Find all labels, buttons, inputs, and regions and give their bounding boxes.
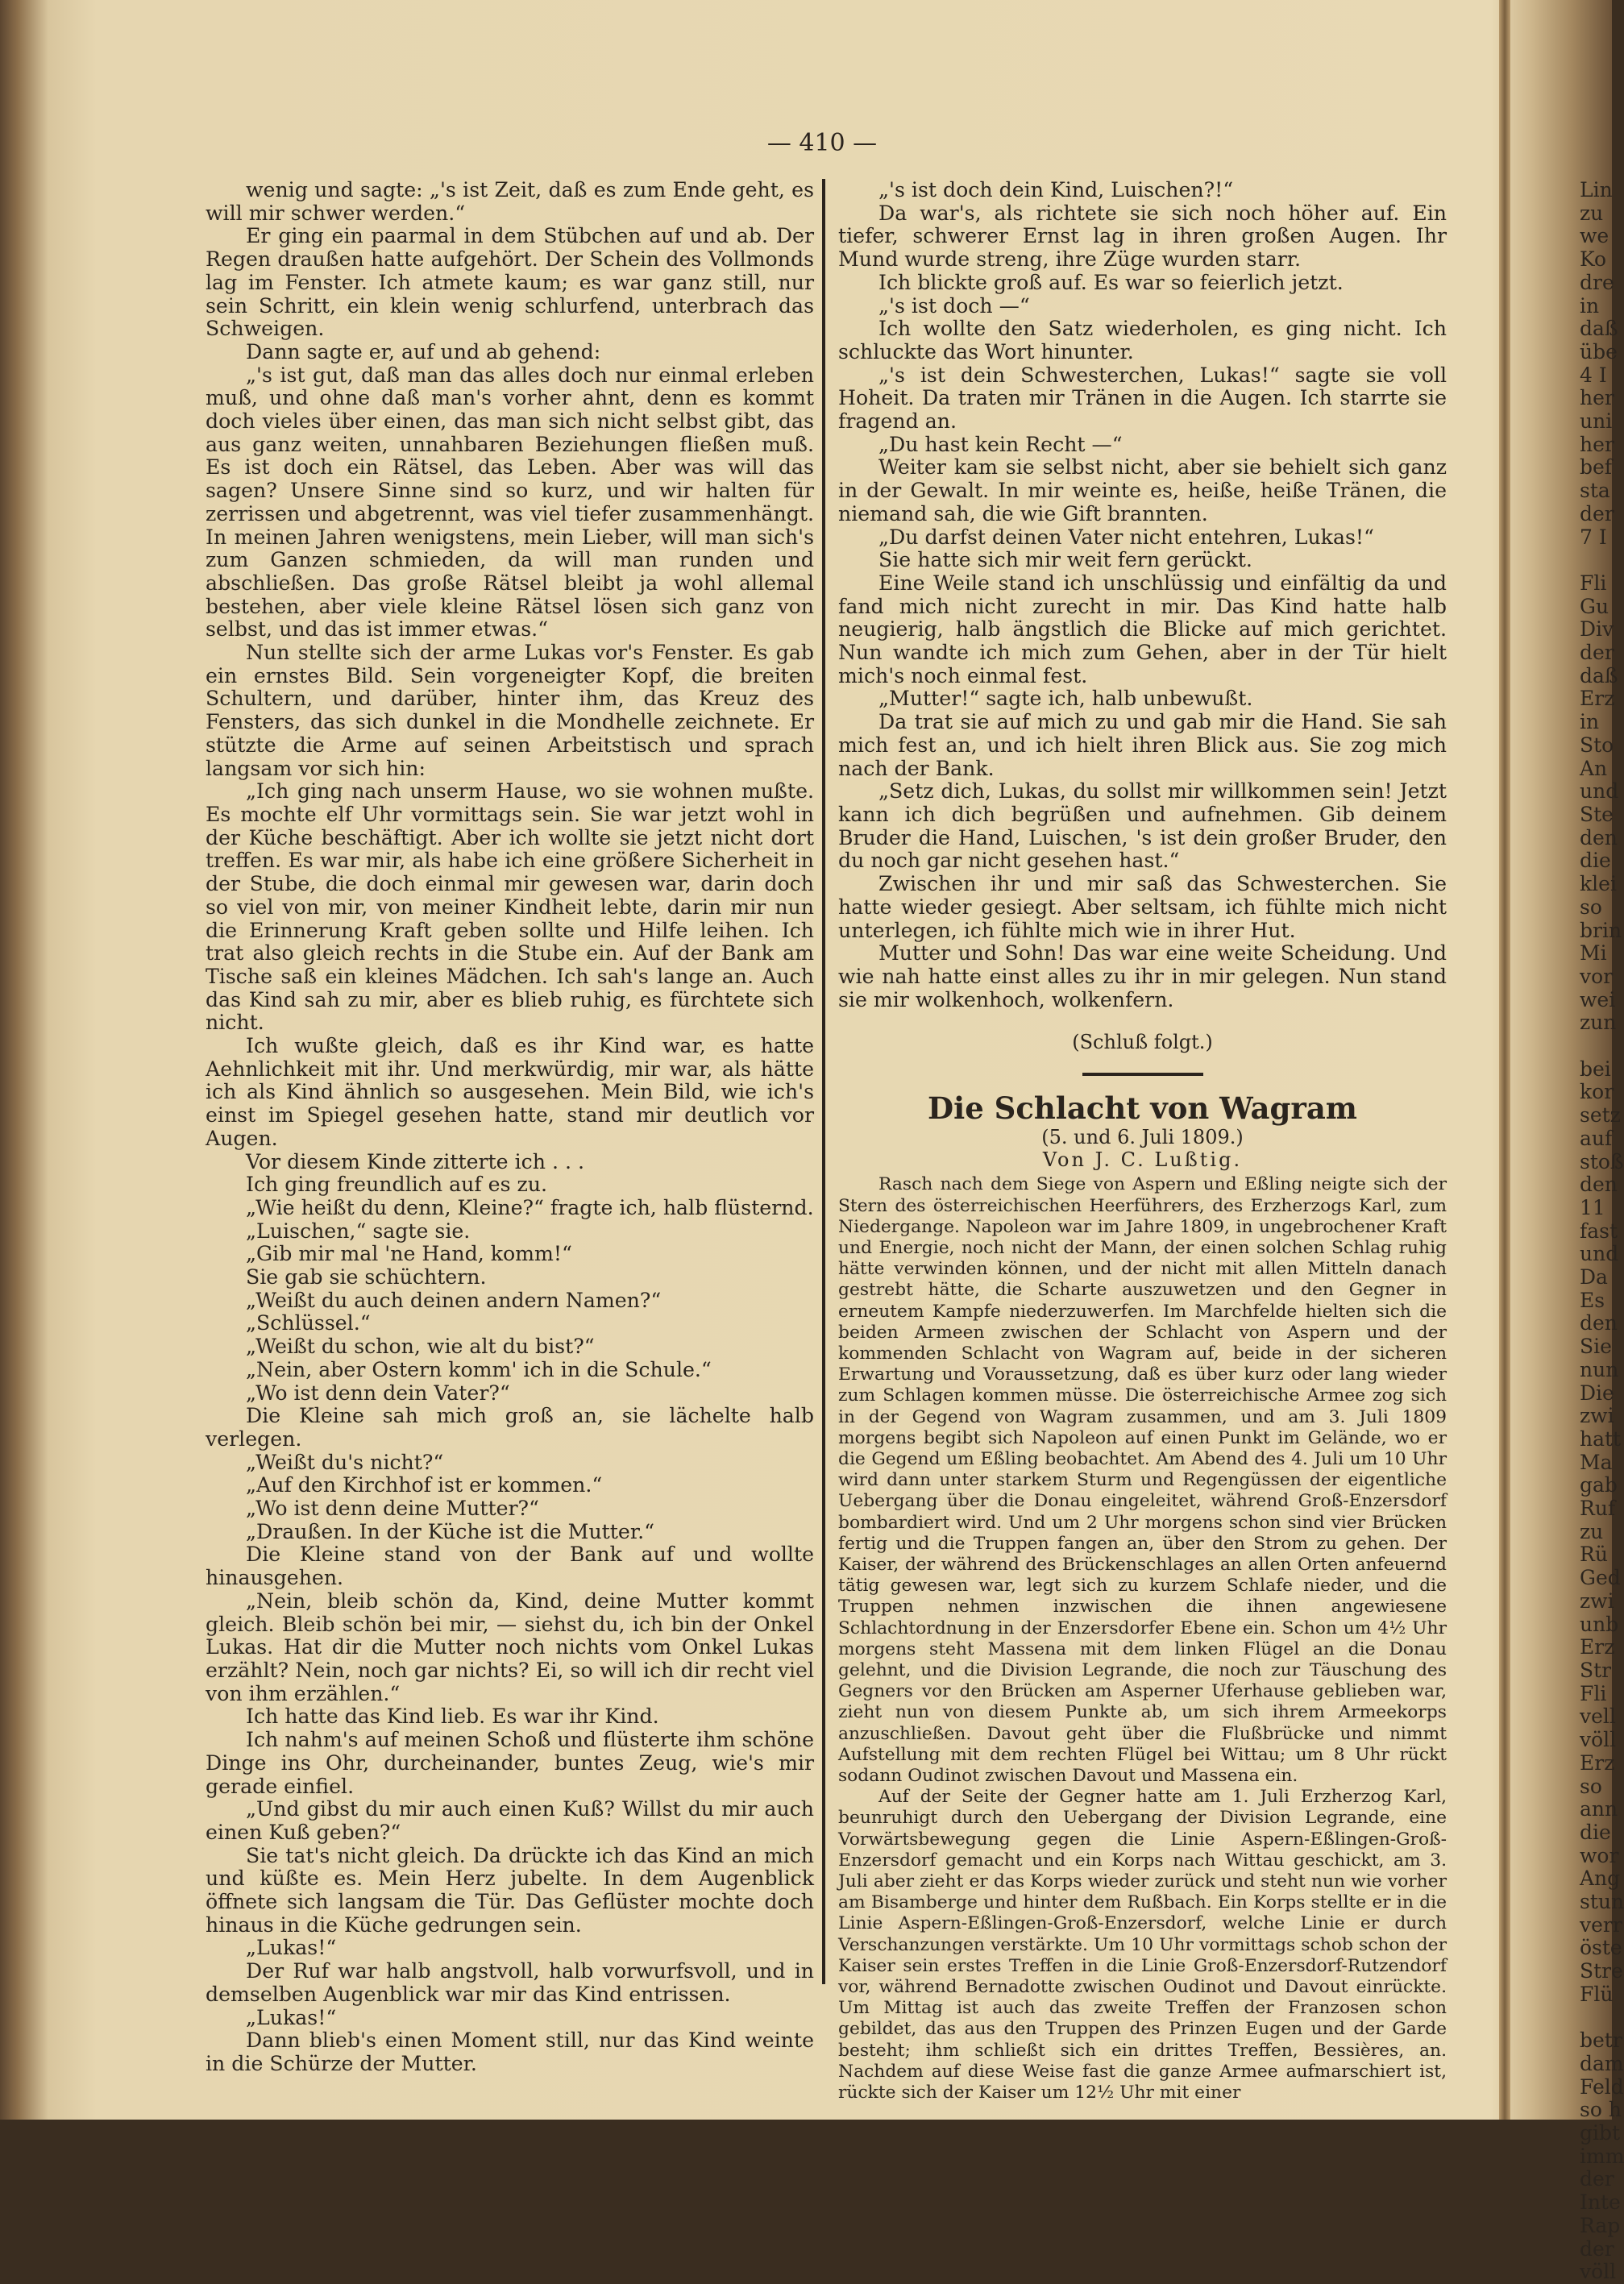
edge-fragment: völl (1580, 1728, 1617, 1752)
paragraph: Mutter und Sohn! Das war eine weite Scheidung. Und wie nah hatte einst alles zu ihr in mir gelegen. Nun stand sie mir wolkenhoch, wolkenfern. (838, 941, 1447, 1011)
edge-fragment: ann (1580, 1797, 1618, 1821)
edge-fragment: zwi (1580, 1588, 1614, 1613)
edge-fragment: zu (1580, 201, 1604, 225)
paragraph: Ich blickte groß auf. Es war so feierlich jetzt. (878, 270, 1344, 294)
paragraph: Die Kleine stand von der Bank auf und wollte hinausgehen. (206, 1543, 814, 1590)
edge-fragment: so h (1580, 2098, 1622, 2122)
paragraph: „Mutter!“ sagte ich, halb unbewußt. (878, 687, 1253, 711)
article-title: Die Schlacht von Wagram (928, 1090, 1357, 1127)
edge-fragment: verr (1580, 1912, 1622, 1937)
paragraph: Sie tat's nicht gleich. Da drückte ich das Kind an mich und küßte es. Mein Herz jubelte. In dem Augenblick öffnete sich langsam die Tür. Das Geflüster mochte doch hinaus in die Küche gedrungen sein. (206, 1843, 814, 1937)
article-date: (5. und 6. Juli 1809.) (1041, 1126, 1244, 1149)
paragraph: „Setz dich, Lukas, du sollst mir willkommen sein! Jetzt kann ich dich begrüßen und aufnehmen. Gib deinem Bruder die Hand, Luischen, 's ist dein großer Bruder, den du noch gar nicht gesehen hast.“ (838, 779, 1447, 873)
paragraph: Ich ging freundlich auf es zu. (246, 1173, 547, 1197)
paragraph: Zwischen ihr und mir saß das Schwesterchen. Sie hatte wieder gesiegt. Aber seltsam, ich fühlte mich nicht unterlegen, ich fühlte mich wie in ihrer Hut. (838, 872, 1447, 942)
paragraph: „'s ist gut, daß man das alles doch nur einmal erleben muß, und ohne daß man's vorher ahnt, denn es kommt doch vieles über einen, das man sich nicht selbst gibt, das aus ganz weiten, unnahbaren Beziehungen fließen muß. Es ist doch ein Rätsel, das Leben. Aber was will das sagen? Unsere Sinne sind so kurz, und wir halten für zerrissen und abgetrennt, was viel tiefer zusammenhängt. In meinen Jahren wenigstens, mein Lieber, will man sich's zum Ganzen schmieden, da will man runden und abschließen. Das große Rätsel bleibt ja wohl allemal bestehen, aber viele kleine Rätsel lösen sich ganz von selbst, und das ist immer etwas.“ (206, 363, 814, 642)
edge-fragment: betr (1580, 2029, 1622, 2053)
edge-fragment: Flü (1580, 1982, 1614, 2006)
paragraph: Sie hatte sich mir weit fern gerückt. (878, 548, 1252, 572)
edge-fragment: den (1580, 1173, 1618, 1197)
edge-fragment: so (1580, 895, 1602, 919)
book-gutter (1499, 0, 1510, 2120)
edge-fragment: in (1580, 710, 1600, 734)
edge-fragment: setz (1580, 1103, 1621, 1127)
edge-fragment: in (1580, 293, 1600, 318)
paragraph: „'s ist dein Schwesterchen, Lukas!“ sagte sie voll Hoheit. Da traten mir Tränen in die Augen. Ich starrte sie fragend an. (838, 363, 1447, 434)
edge-fragment: unb (1580, 1612, 1619, 1636)
edge-fragment: vor (1580, 964, 1614, 988)
paragraph: Nun stellte sich der arme Lukas vor's Fenster. Es gab ein ernstes Bild. Sein vorgeneigter Kopf, die breiten Schultern, und darüber, hinter ihm, das Kreuz des Fensters, das sich dunkel in die Mondhelle zeichnete. Er stützte die Arme auf seinen Arbeitstisch und sprach langsam vor sich hin: (206, 641, 814, 780)
edge-fragment: dre (1580, 270, 1614, 294)
edge-fragment: Da (1580, 1265, 1608, 1289)
edge-fragment: kor (1580, 1080, 1614, 1104)
paragraph: Ich hatte das Kind lieb. Es war ihr Kind. (246, 1705, 659, 1729)
paragraph: „Wo ist denn deine Mutter?“ (246, 1497, 539, 1521)
edge-fragment: der (1580, 641, 1614, 665)
edge-fragment: bei (1580, 1057, 1611, 1081)
edge-fragment: öste (1580, 1936, 1622, 1960)
edge-fragment: nun (1580, 1357, 1619, 1381)
paragraph: „'s ist doch dein Kind, Luischen?!“ (878, 178, 1234, 201)
paragraph: Dann sagte er, auf und ab gehend: (246, 339, 601, 363)
edge-fragment: die (1580, 1820, 1611, 1844)
edge-fragment: und (1580, 779, 1619, 804)
edge-fragment: wei (1580, 987, 1616, 1011)
edge-fragment: Erz (1580, 687, 1615, 711)
edge-fragment: 11 (1580, 1195, 1605, 1219)
edge-fragment: Str (1580, 1659, 1612, 1682)
edge-fragment: Erz (1580, 1635, 1615, 1659)
paragraph: Eine Weile stand ich unschlüssig und einfältig da und fand mich nicht zurecht in mir. Das Kind hatte halb neugierig, halb ängstlich die Blicke auf mich gerichtet. Nun wandte ich mich zum Gehen, aber in der Tür hielt mich's noch einmal fest. (838, 571, 1447, 687)
edge-fragment: Rap (1580, 2213, 1621, 2237)
edge-fragment: daß (1580, 663, 1618, 687)
paragraph: „'s ist doch —“ (878, 293, 1030, 318)
paragraph: „Du hast kein Recht —“ (878, 432, 1123, 456)
edge-fragment: so (1580, 1774, 1602, 1798)
edge-fragment: Feld (1580, 2074, 1624, 2099)
edge-fragment: der (1580, 501, 1614, 525)
paragraph: „Nein, bleib schön da, Kind, deine Mutter kommt gleich. Bleib schön bei mir, — siehst du, ich bin der Onkel Lukas. Hat dir die Mutter noch nichts vom Onkel Lukas erzählt? Nein, noch gar nichts? Ei, so will ich dir recht viel von ihm erzählen.“ (206, 1588, 814, 1705)
edge-fragment: Fli (1580, 1681, 1607, 1705)
column-divider (822, 179, 825, 1984)
edge-fragment: den (1580, 1311, 1618, 1335)
edge-fragment: stun (1580, 1890, 1624, 1914)
paragraph: „Luischen,“ sagte sie. (246, 1219, 471, 1243)
edge-fragment: imm (1580, 2144, 1624, 2168)
edge-fragment: Ko (1580, 247, 1607, 272)
edge-fragment: Sie (1580, 1335, 1612, 1359)
edge-fragment: her (1580, 386, 1614, 410)
edge-fragment: übe (1580, 339, 1618, 363)
paragraph: „Lukas!“ (246, 1936, 337, 1960)
edge-fragment: gibt (1580, 2121, 1621, 2145)
edge-fragment: völl (1580, 2260, 1617, 2284)
edge-fragment: der (1580, 2236, 1614, 2261)
edge-fragment: Div (1580, 617, 1614, 642)
edge-fragment (1580, 549, 1612, 572)
continued-note: (Schluß folgt.) (1072, 1031, 1213, 1054)
edge-fragment: bef (1580, 455, 1613, 480)
left-column (206, 178, 814, 2075)
edge-fragment: wor (1580, 1843, 1619, 1867)
edge-fragment: Ste (1580, 802, 1614, 826)
edge-fragment: Mi (1580, 941, 1607, 966)
edge-fragment: stoß (1580, 1149, 1624, 1173)
edge-fragment: her (1580, 432, 1614, 456)
edge-fragment: dam (1580, 2051, 1624, 2075)
paragraph: „Und gibst du mir auch einen Kuß? Willst du mir auch einen Kuß geben?“ (206, 1797, 814, 1844)
edge-fragment: 4 I (1580, 363, 1607, 387)
paragraph: „Weißt du schon, wie alt du bist?“ (246, 1335, 595, 1359)
paragraph: „Du darfst deinen Vater nicht entehren, Lukas!“ (878, 525, 1374, 549)
paragraph: „Nein, aber Ostern komm' ich in die Schule.“ (246, 1357, 712, 1381)
article-separator-rule (1082, 1073, 1203, 1076)
edge-fragment: Rü (1580, 1543, 1608, 1567)
paragraph: wenig und sagte: „'s ist Zeit, daß es zum Ende geht, es will mir schwer werden.“ (206, 178, 814, 225)
article-paragraph: Auf der Seite der Gegner hatte am 1. Juli Erzherzog Karl, beunruhigt durch den Uebergang der Division Legrande, eine Vorwärtsbewegung gegen die Linie Aspern-Eßlingen-Groß-Enzersdorf gemacht und ein Korps nach Wittau geschickt, am 3. Juli aber zieht er das Korps wieder zurück und steht nun wie vorher am Bisamberge und hinter dem Rußbach. Ein Korps stellte er in die Linie Aspern-Eßlingen-Groß-Enzersdorf, welche Linie er durch Verschanzungen verstärkte. Um 10 Uhr vormittags schob schon der Kaiser sein erstes Treffen in die Linie Groß-Enzersdorf-Rutzendorf vor, während Bernadotte zwischen Oudinot und Davout einrückte. Um Mittag ist auch das zweite Treffen der Franzosen schon gebildet, das aus den Truppen des Prinzen Eugen und der Garde besteht; ihm schließt sich ein drittes Treffen, Bessières, an. Nachdem auf diese Weise fast die ganze Armee aufmarschiert ist, rückte sich der Kaiser um 12½ Uhr mit einer (838, 1787, 1447, 2103)
edge-fragment: Ged (1580, 1566, 1621, 1590)
edge-fragment: Es (1580, 1288, 1605, 1312)
edge-fragment: we (1580, 224, 1609, 248)
paragraph: „Auf den Kirchhof ist er kommen.“ (246, 1473, 603, 1497)
edge-fragment: klei (1580, 872, 1617, 896)
article-paragraph: Rasch nach dem Siege von Aspern und Eßling neigte sich der Stern des österreichischen Heerführers, des Erzherzogs Karl, zum Niedergange. Napoleon war im Jahre 1809, in ungebrochener Kraft und Energie, noch nicht der Mann, der einen solchen Schlag ruhig hätte verwinden können, und der nicht mit allen Mitteln danach gestrebt hätte, die Scharte auszuwetzen und den Gegner in erneutem Kampfe niederzuwerfen. Im Marchfelde hielten sich die beiden Armeen zwischen der Schlacht von Aspern und der kommenden Schlacht von Wagram auf, beide in der sicheren Erwartung und Voraussetzung, daß es über kurz oder lang wieder zum Schlagen kommen müsse. Die österreichische Armee zog sich in der Gegend von Wagram zusammen, und am 3. Juli 1809 morgens begibt sich Napoleon auf einen Punkt im Gelände, wo er die Gegend um Eßling beobachtet. Am Abend des 4. Juli um 10 Uhr wird dann unter starkem Sturm und Regengüssen der eigentliche Uebergang über die Donau eingeleitet, während Groß-Enzersdorf bombardiert wird. Und um 2 Uhr morgens schon sind vier Brücken fertig und die Truppen fangen an, über den Strom zu gehen. Der Kaiser, der während des Brückenschlages an allen Orten anfeuernd tätig gewesen war, legt sich zu kurzem Schlafe nieder, und die Truppen nehmen inzwischen die ihnen angewiesene Schlachtordnung in der Enzersdorfer Ebene ein. Schon um 4½ Uhr morgens steht Massena mit dem linken Flügel an die Donau gelehnt, und die Division Legrande, die noch zur Täuschung des Gegners vor den Brücken am Asperner Uferhause geblieben war, zieht nun von diesem Punkte ab, um sich ihrem Armeekorps anzuschließen. Davout geht über die Flußbrücke und nimmt Aufstellung mit dem rechten Flügel bei Wittau; um 8 Uhr rückt sodann Oudinot zwischen Davout und Massena ein. (838, 1174, 1447, 1786)
paragraph: „Wo ist denn dein Vater?“ (246, 1381, 510, 1405)
edge-fragment: sta (1580, 479, 1610, 503)
adjacent-page-edge (1580, 178, 1624, 2284)
paragraph: Ich wollte den Satz wiederholen, es ging nicht. Ich schluckte das Wort hinunter. (838, 317, 1447, 363)
edge-fragment: die (1580, 849, 1611, 873)
edge-fragment (1580, 1035, 1612, 1058)
article-author: Von J. C. Lußtig. (1042, 1148, 1243, 1172)
paragraph: Der Ruf war halb angstvoll, halb vorwurfsvoll, und in demselben Augenblick war mir das Kind entrissen. (206, 1959, 814, 2006)
paragraph: Ich wußte gleich, daß es ihr Kind war, es hatte Aehnlichkeit mit ihr. Und merkwürdig, mir war, als hätte ich als Kind ähnlich so ausgesehen. Mein Bild, wie ich's einst im Spiegel gesehen hatte, stand mir deutlich vor Augen. (206, 1034, 814, 1150)
paragraph: „Schlüssel.“ (246, 1311, 371, 1335)
right-column (838, 178, 1447, 2103)
edge-fragment: Inte (1580, 2191, 1621, 2215)
edge-fragment: Ma (1580, 1450, 1613, 1474)
edge-fragment: zwi (1580, 1404, 1614, 1428)
edge-fragment: Die (1580, 1381, 1614, 1405)
paragraph: Er ging ein paarmal in dem Stübchen auf und ab. Der Regen draußen hatte aufgehört. Der Schein des Vollmonds lag im Fenster. Ich atmete kaum; es war ganz still, nur sein Schritt, ein klein wenig schlurfend, unterbrach das Schweigen. (206, 224, 814, 341)
edge-fragment: Ang (1580, 1867, 1621, 1891)
edge-fragment: Ruf (1580, 1497, 1616, 1521)
article-body (838, 1174, 1447, 2103)
edge-fragment: auf (1580, 1126, 1613, 1150)
edge-fragment: der (1580, 2167, 1614, 2191)
paragraph: Die Kleine sah mich groß an, sie lächelte halb verlegen. (206, 1404, 814, 1451)
paragraph: Da trat sie auf mich zu und gab mir die Hand. Sie sah mich fest an, und ich hielt ihren Blick aus. Sie zog mich nach der Bank. (838, 710, 1447, 780)
paragraph: Dann blieb's einen Moment still, nur das Kind weinte in die Schürze der Mutter. (206, 2029, 814, 2075)
paragraph: „Ich ging nach unserm Hause, wo sie wohnen mußte. Es mochte elf Uhr vormittags sein. Sie war jetzt wohl in der Küche beschäftigt. Aber ich wollte sie jetzt nicht dort treffen. Es war mir, als habe ich eine größere Sicherheit in der Stube, die doch einmal mir gewesen war, darin doch so viel von mir, von meiner Kindheit lebte, darin mir nun die Erinnerung Kraft geben sollte und Hilfe leihen. Ich trat also gleich rechts in die Stube ein. Auf der Bank am Tische saß ein kleines Mädchen. Ich sah's lange an. Auch das Kind sah zu mir, aber es blieb ruhig, es fürchtete sich nicht. (206, 779, 814, 1035)
edge-fragment: An (1580, 756, 1608, 780)
story-continuation (838, 179, 1447, 1011)
edge-fragment: Lin (1580, 178, 1613, 201)
edge-fragment: brin (1580, 918, 1622, 942)
edge-fragment (1580, 2007, 1612, 2030)
paragraph: Sie gab sie schüchtern. (246, 1265, 487, 1289)
paragraph: „Gib mir mal 'ne Hand, komm!“ (246, 1242, 572, 1266)
edge-fragment: Erz (1580, 1750, 1615, 1775)
paragraph: „Weißt du's nicht?“ (246, 1450, 444, 1474)
edge-fragment: zu (1580, 1519, 1604, 1543)
edge-fragment: fast (1580, 1219, 1618, 1243)
edge-fragment: Fli (1580, 571, 1607, 595)
paragraph: Da war's, als richtete sie sich noch höher auf. Ein tiefer, schwerer Ernst lag in ihren großen Augen. Ihr Mund wurde streng, ihre Züge wurden starr. (838, 201, 1447, 272)
edge-fragment: 7 I (1580, 525, 1607, 549)
edge-fragment: und (1580, 1242, 1619, 1266)
paragraph: „Draußen. In der Küche ist die Mutter.“ (246, 1519, 654, 1543)
paragraph: „Lukas!“ (246, 2005, 337, 2029)
paragraph: „Weißt du auch deinen andern Namen?“ (246, 1288, 662, 1312)
edge-fragment: Stre (1580, 1959, 1623, 1983)
paragraph: Ich nahm's auf meinen Schoß und flüsterte ihm schöne Dinge ins Ohr, durcheinander, buntes Zeug, wie's mir gerade einfiel. (206, 1728, 814, 1798)
paragraph: „Wie heißt du denn, Kleine?“ fragte ich, halb flüsternd. (246, 1195, 814, 1219)
page-number: — 410 — (766, 129, 878, 157)
edge-fragment: zun (1580, 1011, 1617, 1035)
edge-fragment: daß (1580, 317, 1618, 341)
paragraph: Weiter kam sie selbst nicht, aber sie behielt sich ganz in der Gewalt. In mir weinte es, heiße, heiße Tränen, die niemand sah, die wie Gift brannten. (838, 455, 1447, 525)
paragraph: Vor diesem Kinde zitterte ich . . . (246, 1149, 584, 1173)
edge-fragment: hatt (1580, 1426, 1622, 1451)
edge-fragment: den (1580, 825, 1618, 849)
edge-fragment: vell (1580, 1705, 1616, 1729)
edge-fragment: gab (1580, 1473, 1618, 1497)
edge-fragment: Gu (1580, 594, 1609, 618)
edge-fragment: Sto (1580, 733, 1614, 757)
edge-fragment: uni (1580, 409, 1613, 434)
